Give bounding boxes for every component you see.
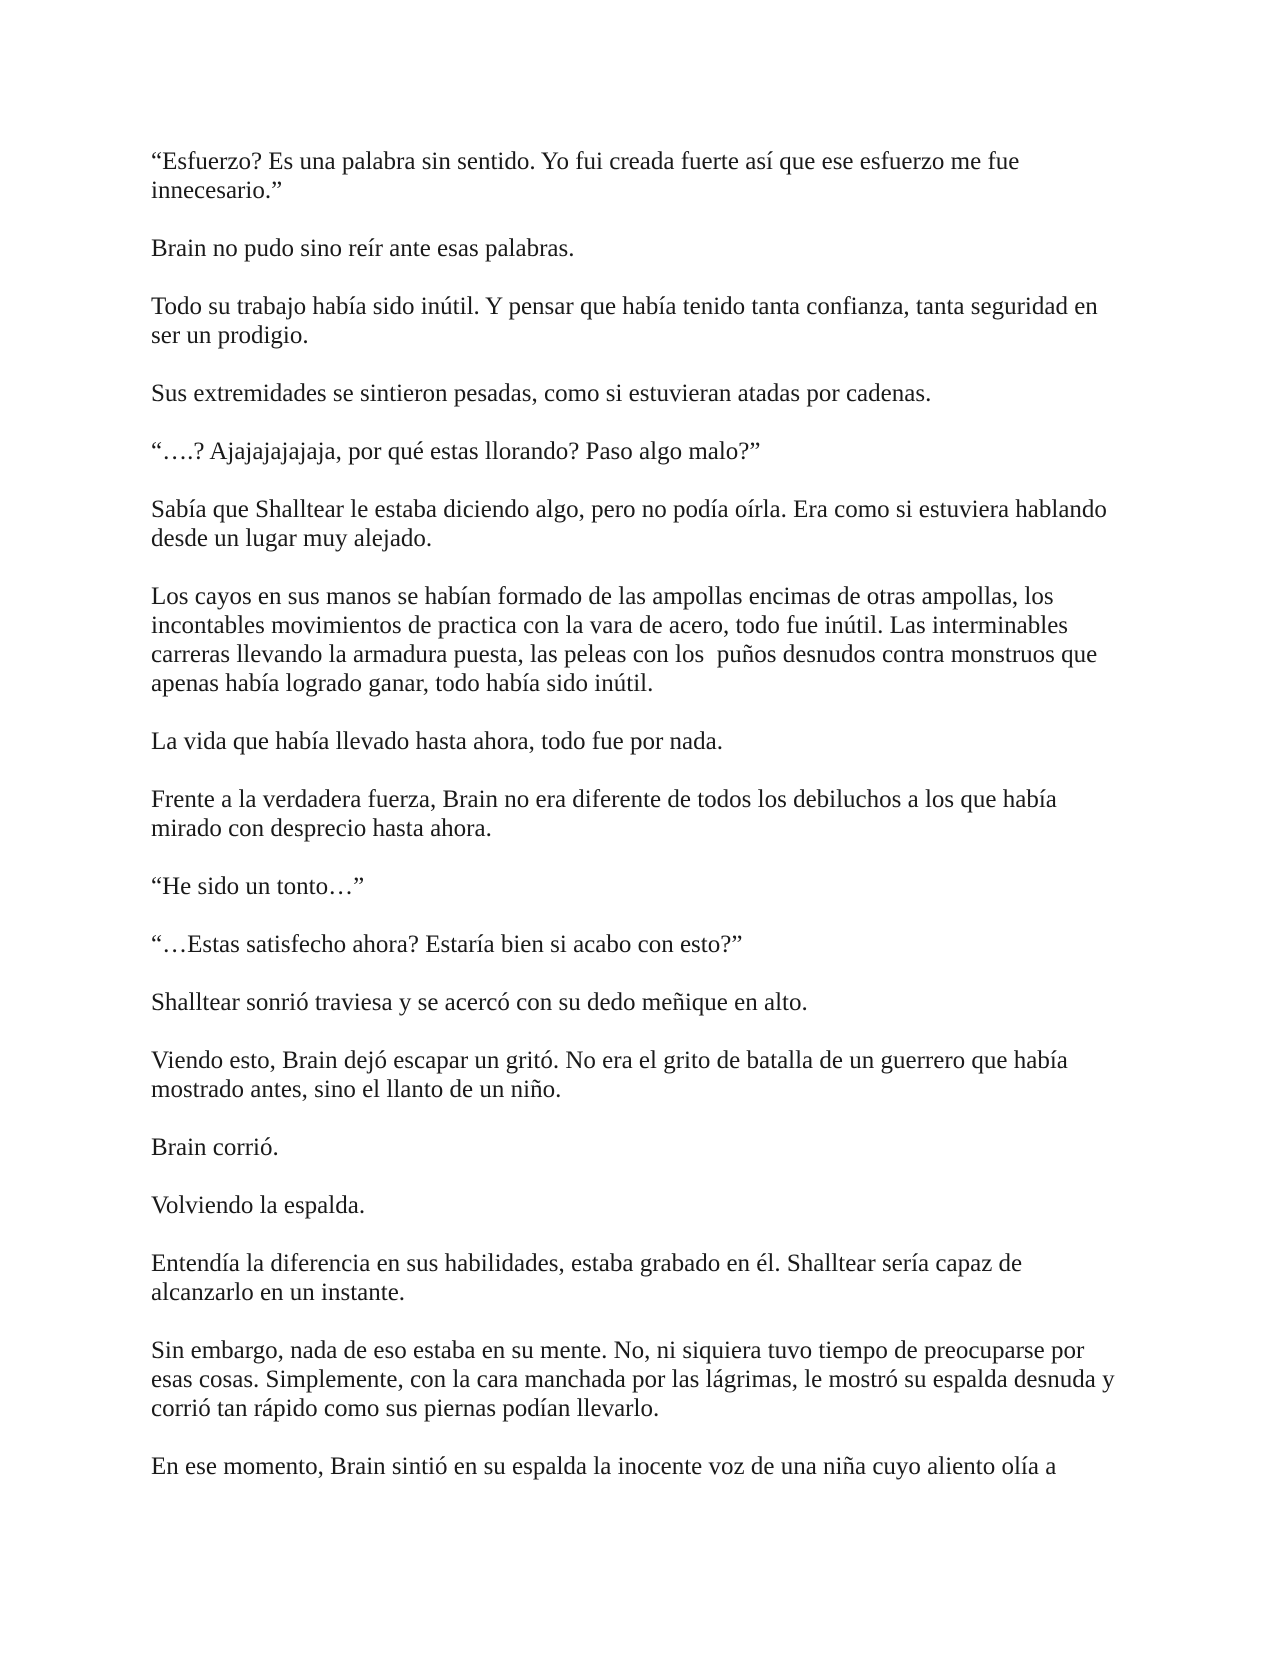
paragraph: Frente a la verdadera fuerza, Brain no era diferente de todos los debiluchos a los que había mirado con desprecio hasta ahora. xyxy=(151,786,1064,842)
paragraph: Volviendo la espalda. xyxy=(151,1192,366,1219)
paragraph: La vida que había llevado hasta ahora, todo fue por nada. xyxy=(151,728,723,755)
paragraph: Sin embargo, nada de eso estaba en su mente. No, ni siquiera tuvo tiempo de preocuparse por esas cosas. Simplemente, con la cara manchada por las lágrimas, le mostró su espalda desnuda y corrió tan rápido como sus piernas podían llevarlo. xyxy=(151,1337,1121,1422)
paragraph: Entendía la diferencia en sus habilidades, estaba grabado en él. Shalltear sería capaz de alcanzarlo en un instante. xyxy=(151,1250,1029,1306)
paragraph: Brain corrió. xyxy=(151,1134,279,1161)
paragraph: “….? Ajajajajajaja, por qué estas llorando? Paso algo malo?” xyxy=(151,438,761,465)
paragraph: Sus extremidades se sintieron pesadas, como si estuvieran atadas por cadenas. xyxy=(151,380,932,407)
paragraph: “…Estas satisfecho ahora? Estaría bien si acabo con esto?” xyxy=(151,931,743,958)
paragraph: “He sido un tonto…” xyxy=(151,873,365,900)
document-body xyxy=(151,147,1131,1510)
paragraph: Los cayos en sus manos se habían formado de las ampollas encimas de otras ampollas, los incontables movimientos de practica con la vara de acero, todo fue inútil. Las interminables carreras llevando la armadura puesta, las peleas con los puños desnudos contra monstruos que apenas había logrado ganar, todo había sido inútil. xyxy=(151,583,1104,697)
paragraph: Sabía que Shalltear le estaba diciendo algo, pero no podía oírla. Era como si estuviera hablando desde un lugar muy alejado. xyxy=(151,496,1114,552)
paragraph: Brain no pudo sino reír ante esas palabras. xyxy=(151,235,575,262)
paragraph: Shalltear sonrió traviesa y se acercó con su dedo meñique en alto. xyxy=(151,989,808,1016)
paragraph: En ese momento, Brain sintió en su espalda la inocente voz de una niña cuyo aliento olía a xyxy=(151,1453,1057,1480)
paragraph: Viendo esto, Brain dejó escapar un gritó. No era el grito de batalla de un guerrero que había mostrado antes, sino el llanto de un niño. xyxy=(151,1047,1075,1103)
paragraph: “Esfuerzo? Es una palabra sin sentido. Yo fui creada fuerte así que ese esfuerzo me fue innecesario.” xyxy=(151,148,1026,204)
paragraph: Todo su trabajo había sido inútil. Y pensar que había tenido tanta confianza, tanta seguridad en ser un prodigio. xyxy=(151,293,1105,349)
